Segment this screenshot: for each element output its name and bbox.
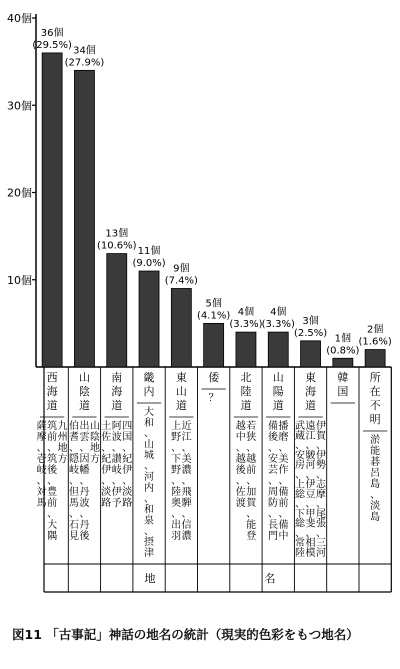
value-label: 11個 <box>137 246 161 258</box>
percent-label: (0.8%) <box>326 345 360 357</box>
region-label: 阿波、讃岐、伊予 <box>111 421 122 509</box>
percent-label: (7.4%) <box>164 275 198 287</box>
region-label: 四国、紀伊、淡路 <box>122 421 133 509</box>
region-label: 淤能碁呂島、淡島 <box>370 435 381 523</box>
bar-3 <box>107 254 127 367</box>
percent-label: (9.0%) <box>132 258 166 270</box>
region-label: 大和、山城、河内、和泉、摂津 <box>144 407 155 559</box>
region-label: 土佐、紀伊、淡路 <box>101 421 112 509</box>
value-label: 36個 <box>40 27 64 39</box>
region-label: ？ <box>208 393 219 404</box>
percent-label: (27.9%) <box>64 57 105 69</box>
percent-label: (1.6%) <box>358 336 392 348</box>
percent-label: (10.6%) <box>96 240 137 252</box>
percent-label: (3.3%) <box>229 319 263 331</box>
region-label: 近江、美濃、飛騨、信濃 <box>181 421 192 542</box>
value-label: 4個 <box>237 307 255 319</box>
bar-8 <box>268 332 288 367</box>
region-label: 武蔵、安房、上総、下総、常陸 <box>295 421 306 559</box>
percent-label: (2.5%) <box>293 327 328 339</box>
region-label: 備後、安芸、周防、長門 <box>268 421 278 542</box>
x-axis-label: 地 <box>144 572 156 585</box>
percent-label: (3.3%) <box>261 319 295 331</box>
bar-11 <box>365 350 385 367</box>
region-label: 伊賀、伊勢、志摩、尾張、三河 <box>316 421 327 559</box>
region-label: 播磨、美作、備前、備中 <box>278 421 289 542</box>
y-tick-label: 20個 <box>7 186 32 200</box>
value-label: 9個 <box>173 263 190 275</box>
region-label: 越中、越後、佐渡 <box>235 421 246 509</box>
region-label: 伯耆、隠岐、但馬、石見 <box>68 421 79 542</box>
percent-label: (4.1%) <box>197 310 231 322</box>
category-label: 所在不明 <box>369 371 381 426</box>
figure-caption: 図11 「古事記」神話の地名の統計（現実的色彩をもつ地名） <box>12 627 359 642</box>
value-label: 5個 <box>205 298 222 310</box>
bar-6 <box>204 323 224 367</box>
category-label: 韓国 <box>337 371 349 398</box>
value-label: 3個 <box>302 315 319 327</box>
bar-1 <box>42 53 62 367</box>
bar-4 <box>139 271 159 367</box>
region-label: 薩摩、壱岐、対馬 <box>36 421 47 509</box>
y-tick-label: 30個 <box>7 99 32 113</box>
value-label: 34個 <box>73 45 96 57</box>
bar-2 <box>74 70 94 367</box>
region-label: 上野、下野、陸奥、出羽 <box>171 421 182 542</box>
value-label: 1個 <box>334 333 352 345</box>
bar-7 <box>236 332 256 367</box>
region-label: 若狭、越前、加賀、能登 <box>246 421 257 542</box>
category-label: 西海道 <box>46 371 58 412</box>
category-label: 山陽道 <box>272 371 284 412</box>
category-label: 南海道 <box>111 371 123 412</box>
value-label: 13個 <box>105 228 129 240</box>
region-label: 九州地方 <box>57 421 68 465</box>
category-label: 畿内 <box>143 371 155 398</box>
region-label: 出雲、因幡、丹波、丹後 <box>79 421 90 542</box>
category-label: 北陸道 <box>240 371 252 412</box>
category-label: 山陰道 <box>78 371 90 412</box>
value-label: 4個 <box>270 307 287 319</box>
value-label: 2個 <box>366 324 384 336</box>
region-label: 山陰地方 <box>89 421 100 465</box>
bar-10 <box>333 358 353 367</box>
bar-5 <box>171 288 191 367</box>
y-tick-label: 40個 <box>7 12 32 25</box>
y-tick-label: 10個 <box>7 273 32 287</box>
category-label: 倭 <box>208 371 220 384</box>
bar-9 <box>301 341 321 367</box>
category-label: 東山道 <box>175 371 187 412</box>
region-label: 筑前、筑後、豊前、大隅 <box>47 421 58 542</box>
percent-label: (29.5%) <box>32 39 72 51</box>
x-axis-label: 名 <box>264 572 276 585</box>
category-label: 東海道 <box>305 371 317 412</box>
region-label: 遠江、駿河、伊豆、甲斐、相模 <box>305 421 316 559</box>
